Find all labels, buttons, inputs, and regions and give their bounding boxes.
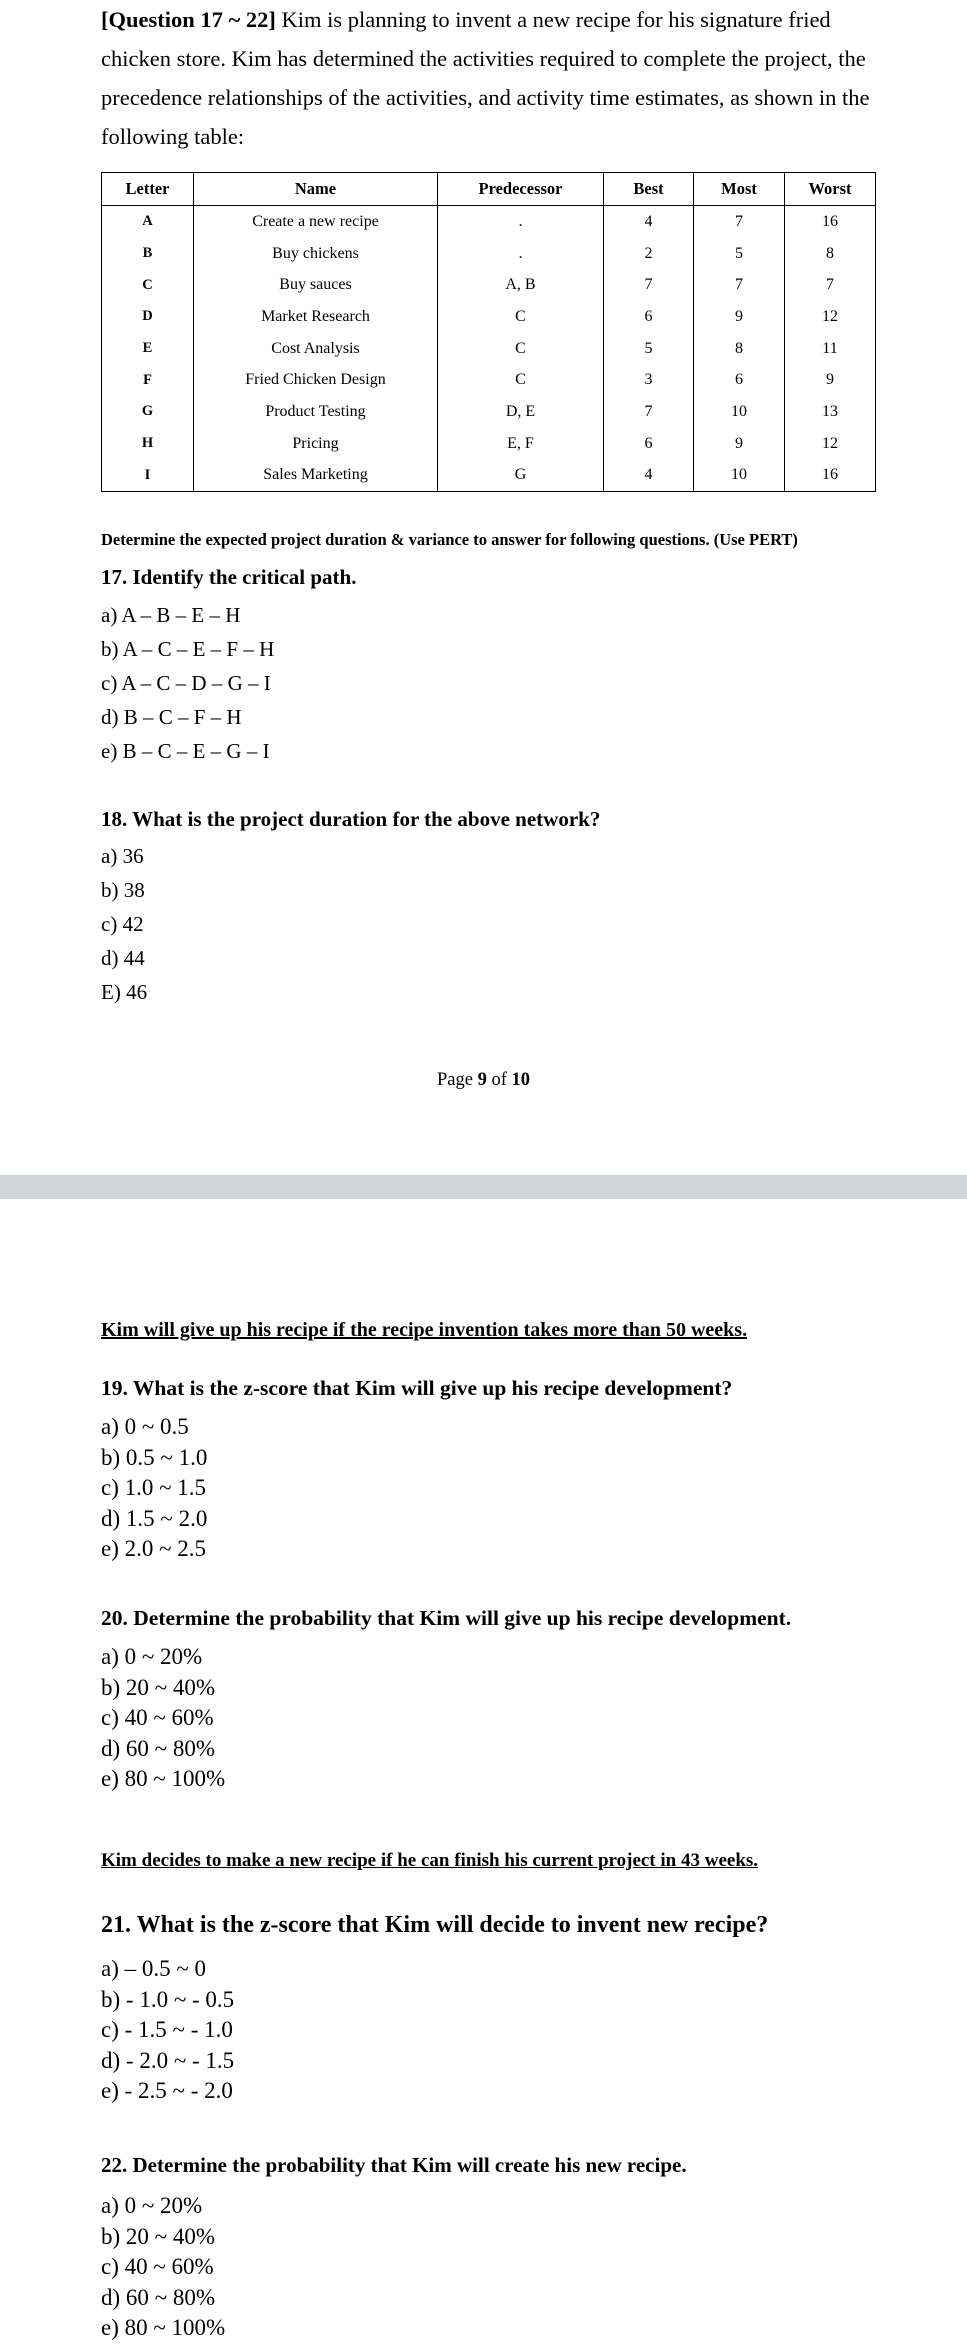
cell-worst: 12: [785, 301, 876, 333]
cell-most: 8: [694, 333, 785, 365]
table-row: [102, 333, 876, 365]
cell-letter: C: [102, 269, 194, 301]
option-d: d) 60 ~ 80%: [101, 2284, 216, 2310]
option-e: e) 80 ~ 100%: [101, 2315, 226, 2340]
header-letter: Letter: [102, 173, 194, 206]
question-18-options: [101, 839, 147, 1009]
option-e: e) 2.0 ~ 2.5: [101, 1536, 207, 1561]
question-21-options: [101, 1954, 234, 2107]
question-intro: [101, 0, 891, 156]
cell-predecessor: A, B: [438, 269, 604, 301]
option-a: a) 0 ~ 20%: [101, 2193, 203, 2218]
option-d: d) - 2.0 ~ - 1.5: [101, 2047, 235, 2073]
page-9: [0, 0, 967, 1175]
cell-name: Product Testing: [194, 396, 438, 428]
activity-table: [101, 172, 876, 492]
cell-worst: 16: [785, 460, 876, 492]
table-row: [102, 396, 876, 428]
option-b: b) A – C – E – F – H: [101, 637, 275, 661]
option-d: d) 1.5 ~ 2.0: [101, 1505, 208, 1531]
cell-predecessor: .: [438, 206, 604, 238]
cell-name: Cost Analysis: [194, 333, 438, 365]
cell-predecessor: D, E: [438, 396, 604, 428]
cell-best: 3: [604, 364, 694, 396]
page-number: Page 9 of 10: [436, 1070, 530, 1090]
option-a: a) A – B – E – H: [101, 603, 241, 627]
cell-letter: G: [102, 396, 194, 428]
question-17-title: 17. Identify the critical path.: [101, 565, 357, 589]
cell-worst: 9: [785, 364, 876, 396]
pert-instruction: Determine the expected project duration & variance to answer for following questions. (Use PERT): [101, 530, 798, 549]
cell-most: 7: [694, 269, 785, 301]
cell-predecessor: .: [438, 238, 604, 270]
option-c: c) - 1.5 ~ - 1.0: [101, 2017, 233, 2042]
cell-most: 9: [694, 301, 785, 333]
cell-most: 6: [694, 364, 785, 396]
option-d: d) 44: [101, 946, 145, 970]
cell-letter: B: [102, 238, 194, 270]
option-a: a) 0 ~ 20%: [101, 1644, 203, 1669]
cell-best: 5: [604, 333, 694, 365]
option-c: c) A – C – D – G – I: [101, 671, 271, 695]
header-predecessor: Predecessor: [438, 173, 604, 206]
cell-worst: 12: [785, 428, 876, 460]
option-a: a) – 0.5 ~ 0: [101, 1956, 207, 1981]
cell-worst: 13: [785, 396, 876, 428]
option-e: E) 46: [101, 980, 148, 1004]
cell-best: 6: [604, 428, 694, 460]
cell-predecessor: G: [438, 460, 604, 492]
condition-give-up: Kim will give up his recipe if the recipe invention takes more than 50 weeks.: [101, 1319, 748, 1341]
cell-worst: 11: [785, 333, 876, 365]
option-b: b) 20 ~ 40%: [101, 2223, 216, 2249]
cell-letter: E: [102, 333, 194, 365]
condition-new-recipe: Kim decides to make a new recipe if he can finish his current project in 43 weeks.: [101, 1850, 759, 1871]
cell-worst: 16: [785, 206, 876, 238]
cell-most: 7: [694, 206, 785, 238]
option-e: e) B – C – E – G – I: [101, 739, 270, 763]
option-b: b) - 1.0 ~ - 0.5: [101, 1986, 235, 2012]
cell-name: Market Research: [194, 301, 438, 333]
option-d: d) B – C – F – H: [101, 705, 242, 729]
table-row: [102, 428, 876, 460]
cell-best: 6: [604, 301, 694, 333]
table-row: [102, 364, 876, 396]
header-best: Best: [604, 173, 694, 206]
cell-predecessor: C: [438, 301, 604, 333]
cell-most: 9: [694, 428, 785, 460]
page-10: [0, 1199, 967, 2352]
intro-text: Kim is planning to invent a new recipe for his signature fried chicken store. Kim has determined the activities required to complete the project, the precedence relationships of the activities, and activity time estimates, as shown in the following table:: [101, 7, 870, 149]
option-c: c) 40 ~ 60%: [101, 1705, 214, 1730]
option-d: d) 60 ~ 80%: [101, 1735, 216, 1761]
option-c: c) 42: [101, 912, 144, 936]
header-most: Most: [694, 173, 785, 206]
option-e: e) - 2.5 ~ - 2.0: [101, 2078, 233, 2103]
question-19-options: [101, 1412, 207, 1565]
question-19-title: 19. What is the z-score that Kim will give up his recipe development?: [101, 1376, 733, 1400]
cell-letter: A: [102, 206, 194, 238]
cell-most: 10: [694, 460, 785, 492]
page-separator: [0, 1175, 967, 1199]
question-range: [Question 17 ~ 22]: [101, 7, 276, 32]
cell-best: 4: [604, 206, 694, 238]
cell-predecessor: C: [438, 333, 604, 365]
option-c: c) 1.0 ~ 1.5: [101, 1475, 207, 1500]
cell-letter: H: [102, 428, 194, 460]
cell-name: Create a new recipe: [194, 206, 438, 238]
option-e: e) 80 ~ 100%: [101, 1766, 226, 1791]
cell-name: Sales Marketing: [194, 460, 438, 492]
table-row: [102, 460, 876, 492]
table-row: [102, 238, 876, 270]
table-row: [102, 206, 876, 238]
cell-letter: I: [102, 460, 194, 492]
option-b: b) 38: [101, 878, 145, 902]
cell-name: Buy sauces: [194, 269, 438, 301]
cell-name: Pricing: [194, 428, 438, 460]
question-22-title: 22. Determine the probability that Kim will create his new recipe.: [101, 2153, 687, 2177]
option-b: b) 20 ~ 40%: [101, 1674, 216, 1700]
question-22-options: [101, 2191, 225, 2344]
cell-worst: 7: [785, 269, 876, 301]
cell-predecessor: E, F: [438, 428, 604, 460]
option-a: a) 0 ~ 0.5: [101, 1414, 189, 1439]
question-20-title: 20. Determine the probability that Kim will give up his recipe development.: [101, 1606, 792, 1630]
question-17-options: [101, 598, 274, 768]
question-21-title: 21. What is the z-score that Kim will decide to invent new recipe?: [101, 1912, 769, 1938]
cell-letter: F: [102, 364, 194, 396]
header-worst: Worst: [785, 173, 876, 206]
cell-worst: 8: [785, 238, 876, 270]
cell-predecessor: C: [438, 364, 604, 396]
cell-best: 7: [604, 269, 694, 301]
cell-letter: D: [102, 301, 194, 333]
cell-best: 7: [604, 396, 694, 428]
option-b: b) 0.5 ~ 1.0: [101, 1444, 208, 1470]
cell-most: 5: [694, 238, 785, 270]
table-row: [102, 269, 876, 301]
option-c: c) 40 ~ 60%: [101, 2254, 214, 2279]
option-a: a) 36: [101, 844, 144, 868]
cell-most: 10: [694, 396, 785, 428]
question-20-options: [101, 1642, 225, 1795]
cell-name: Buy chickens: [194, 238, 438, 270]
header-name: Name: [194, 173, 438, 206]
cell-best: 2: [604, 238, 694, 270]
cell-best: 4: [604, 460, 694, 492]
table-row: [102, 301, 876, 333]
question-18-title: 18. What is the project duration for the above network?: [101, 807, 601, 831]
cell-name: Fried Chicken Design: [194, 364, 438, 396]
table-header-row: [102, 173, 876, 206]
